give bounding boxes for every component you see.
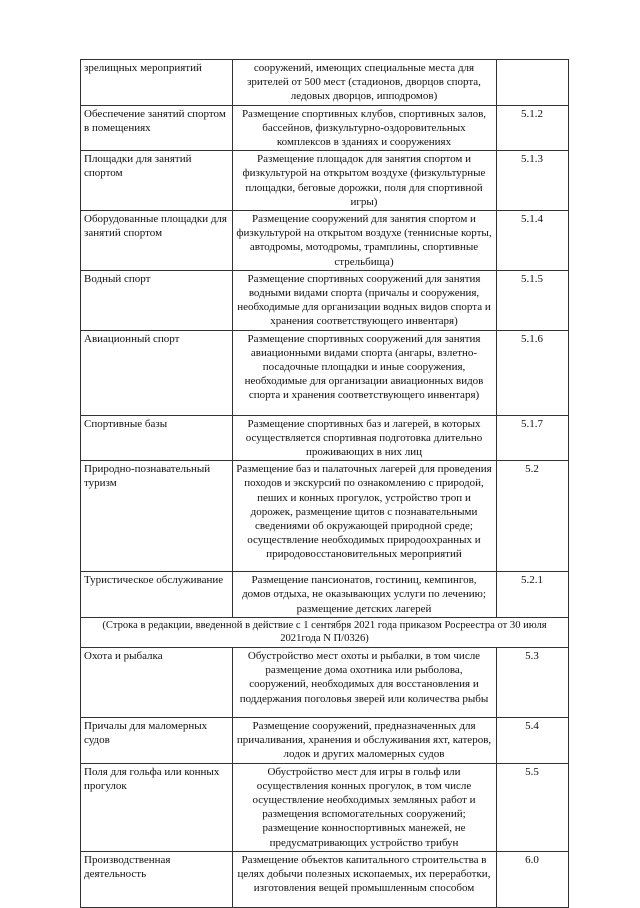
row-description: Размещение спортивных сооружений для занятия водными видами спорта (причалы и сооружения, необходимые для организации водных видов спорта и хранения соответствующего инвентаря) — [233, 270, 497, 330]
row-name: Водный спорт — [81, 270, 233, 330]
table-row — [81, 851, 569, 907]
row-code: 5.2.1 — [497, 572, 569, 618]
row-code: 5.1.6 — [497, 330, 569, 415]
row-name: Причалы для маломерных судов — [81, 718, 233, 764]
row-description: Обустройство мест охоты и рыбалки, в том числе размещение дома охотника или рыболова, сооружений, необходимых для восстановления и поддержания поголовья зверей или количества рыбы — [233, 648, 497, 718]
table-row — [81, 763, 569, 851]
row-description: Обустройство мест для игры в гольф или осуществления конных прогулок, в том числе осуществление необходимых земляных работ и размещения вспомогательных сооружений; размещение конноспортивных манежей, не предусматривающих устройство трибун — [233, 763, 497, 851]
row-code: 5.3 — [497, 648, 569, 718]
row-name: Площадки для занятий спортом — [81, 151, 233, 211]
row-code: 5.2 — [497, 461, 569, 572]
table-row — [81, 572, 569, 618]
row-description: Размещение сооружений для занятия спортом и физкультурой на открытом воздухе (теннисные корты, автодромы, мотодромы, трамплины, спортивные стрельбища) — [233, 211, 497, 271]
table-row — [81, 105, 569, 151]
row-code: 5.1.5 — [497, 270, 569, 330]
table-row — [81, 718, 569, 764]
row-code: 5.1.7 — [497, 415, 569, 461]
row-name: Поля для гольфа или конных прогулок — [81, 763, 233, 851]
row-code: 5.1.3 — [497, 151, 569, 211]
row-description: сооружений, имеющих специальные места для зрителей от 500 мест (стадионов, дворцов спорта, ледовых дворцов, ипподромов) — [233, 60, 497, 106]
row-name: Авиационный спорт — [81, 330, 233, 415]
table-row — [81, 151, 569, 211]
row-code: 5.1.2 — [497, 105, 569, 151]
row-name: зрелищных мероприятий — [81, 60, 233, 106]
table-row — [81, 270, 569, 330]
table-row — [81, 330, 569, 415]
row-name: Оборудованные площадки для занятий спортом — [81, 211, 233, 271]
row-name: Охота и рыбалка — [81, 648, 233, 718]
table-row — [81, 211, 569, 271]
row-name: Производственная деятельность — [81, 851, 233, 907]
row-description: Размещение баз и палаточных лагерей для проведения походов и экскурсий по ознакомлению с природой, пеших и конных прогулок, устройство троп и дорожек, размещение щитов с познавательными сведениями об окружающей природной среде; осуществление необходимых природоохранных и природовосстановительных мероприятий — [233, 461, 497, 572]
row-name: Спортивные базы — [81, 415, 233, 461]
table-row — [81, 60, 569, 106]
row-code: 5.5 — [497, 763, 569, 851]
row-name: Природно-познавательный туризм — [81, 461, 233, 572]
row-description: Размещение спортивных клубов, спортивных залов, бассейнов, физкультурно-оздоровительных комплексов в зданиях и сооружениях — [233, 105, 497, 151]
amendment-note: (Строка в редакции, введенной в действие с 1 сентября 2021 года приказом Росреестра от 30 июля 2021года N П/0326) — [81, 617, 569, 647]
row-description: Размещение объектов капитального строительства в целях добычи полезных ископаемых, их переработки, изготовления вещей промышленным способом — [233, 851, 497, 907]
table-body — [81, 60, 569, 908]
row-name: Обеспечение занятий спортом в помещениях — [81, 105, 233, 151]
row-name: Туристическое обслуживание — [81, 572, 233, 618]
table-row — [81, 415, 569, 461]
row-code: 6.0 — [497, 851, 569, 907]
row-code: 5.4 — [497, 718, 569, 764]
amendment-note-row — [81, 617, 569, 647]
land-use-table — [80, 59, 569, 908]
row-description: Размещение сооружений, предназначенных для причаливания, хранения и обслуживания яхт, катеров, лодок и других маломерных судов — [233, 718, 497, 764]
row-description: Размещение пансионатов, гостиниц, кемпингов, домов отдыха, не оказывающих услуги по лечению; размещение детских лагерей — [233, 572, 497, 618]
row-code — [497, 60, 569, 106]
row-code: 5.1.4 — [497, 211, 569, 271]
row-description: Размещение площадок для занятия спортом и физкультурой на открытом воздухе (физкультурные площадки, беговые дорожки, поля для спортивной игры) — [233, 151, 497, 211]
row-description: Размещение спортивных баз и лагерей, в которых осуществляется спортивная подготовка длительно проживающих в них лиц — [233, 415, 497, 461]
table-row — [81, 461, 569, 572]
row-description: Размещение спортивных сооружений для занятия авиационными видами спорта (ангары, взлетно-посадочные площадки и иные сооружения, необходимые для организации авиационных видов спорта и хранения соответствующего инвентаря) — [233, 330, 497, 415]
table-row — [81, 648, 569, 718]
